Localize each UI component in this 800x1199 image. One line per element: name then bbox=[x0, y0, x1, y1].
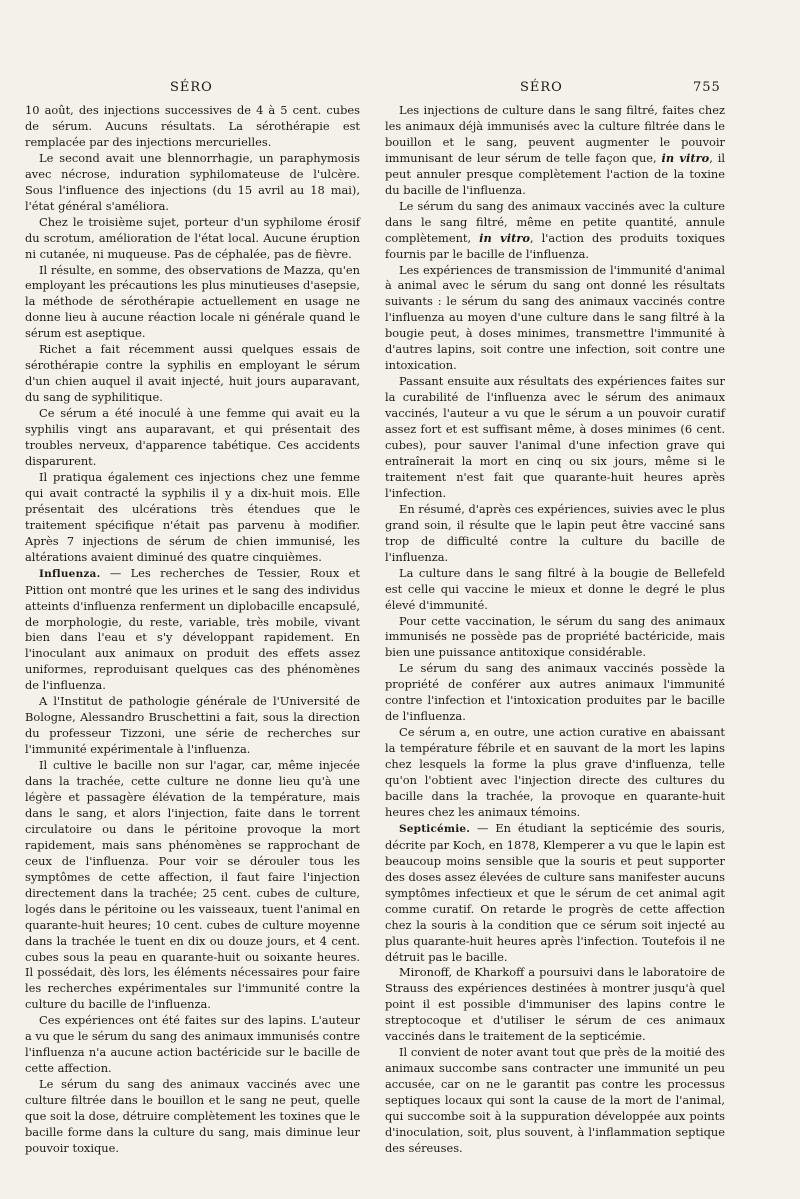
paragraph-text: Ce sérum a été inoculé à une femme qui avait eu la syphilis vingt ans auparavant, et qui présentait des troubles nerveux, d'apparence tabétique. Ces accidents disparurent. bbox=[25, 406, 360, 468]
paragraph bbox=[25, 470, 360, 566]
paragraph-text: Les expériences de transmission de l'immunité d'animal à animal avec le sérum du sang ont donné les résultats suivants : le sérum du sang des animaux vaccinés contre l'influenza au moyen d'une culture dans le sang filtré à la bougie peut, à doses minimes, transmettre l'immunité à d'autres lapins, soit contre une infection, soit contre une intoxication. bbox=[385, 262, 725, 373]
paragraph bbox=[385, 374, 725, 502]
paragraph-text: Le sérum du sang des animaux vaccinés possède la propriété de conférer aux autres animaux l'immunité contre l'infection et l'intoxication produites par le bacille de l'influenza. bbox=[385, 661, 725, 724]
paragraph-text-tail: , il peut annuler presque complètement l'action de la toxine du bacille de l'influenza. bbox=[385, 150, 725, 197]
paragraph bbox=[385, 725, 725, 821]
paragraph-text: Il pratiqua également ces injections chez une femme qui avait contracté la syphilis il y a dix-huit mois. Elle présentait des ulcérations très étendues que le traitement spécifique n'était pas parvenu à modifier. Après 7 injections de sérum de chien immunisé, les altérations avaient diminué des quatre cinquièmes. bbox=[25, 469, 360, 564]
page-number: 755 bbox=[693, 80, 721, 95]
paragraph bbox=[385, 614, 725, 662]
paragraph bbox=[25, 215, 360, 263]
paragraph bbox=[385, 199, 725, 263]
paragraph bbox=[25, 263, 360, 343]
running-head-right: SÉRO bbox=[520, 80, 563, 95]
paragraph bbox=[25, 1013, 360, 1077]
paragraph-text: A l'Institut de pathologie générale de l'Université de Bologne, Alessandro Bruschettini a fait, sous la direction du professeur Tizzoni, une série de recherches sur l'immunité expérimentale à l'influenza. bbox=[25, 694, 360, 757]
paragraph-text: En résumé, d'après ces expériences, suivies avec le plus grand soin, il résulte que le lapin peut être vacciné sans trop de difficulté contre la culture du bacille de l'influenza. bbox=[385, 501, 725, 564]
paragraph-text: Passant ensuite aux résultats des expériences faites sur la curabilité de l'influenza avec le sérum des animaux vaccinés, l'auteur a vu que le sérum a un pouvoir curatif assez fort et est suffisant même, à doses minimes (6 cent. cubes), pour sauver l'animal d'une infection grave qui entraînerait la mort en cinq ou six jours, même si le traitement n'est fait que quarante-huit heures après l'infection. bbox=[385, 374, 725, 500]
paragraph-text: Ces expériences ont été faites sur des lapins. L'auteur a vu que le sérum du sang des animaux immunisés contre l'influenza n'a aucune action bactéricide sur le bacille de cette affection. bbox=[25, 1013, 360, 1076]
paragraph bbox=[385, 103, 725, 199]
paragraph bbox=[25, 342, 360, 406]
paragraph-text: Il convient de noter avant tout que près de la moitié des animaux succombe sans contracter une immunité un peu accusée, car on ne le garantit pas contre les processus septiques locaux qui sont la cause de la mort de l'animal, qui succombe soit à la suppuration développée aux points d'inoculation, soit, plus souvent, à l'inflammation septique des séreuses. bbox=[385, 1045, 725, 1155]
paragraph bbox=[25, 1077, 360, 1157]
paragraph-text: — Les recherches de Tessier, Roux et Pittion ont montré que les urines et le sang des individus atteints d'influenza renferment un diplobacille encapsulé, de morphologie, du reste, variable, très mobile, vivant bien dans l'eau et s'y développant rapidement. En l'inoculant aux animaux on produit des effets assez uniformes, reproduisant quelques cas des phénomènes de l'influenza. bbox=[25, 565, 360, 693]
paragraph-text: Ce sérum a, en outre, une action curative en abaissant la température fébrile et en sauvant de la mort les lapins chez lesquels la forme la plus grave d'influenza, telle qu'on l'obtient avec l'injection directe des cultures du bacille dans la trachée, la provoque en quarante-huit heures chez les animaux témoins. bbox=[385, 725, 725, 819]
paragraph-text: Les injections de culture dans le sang filtré, faites chez les animaux déjà immunisés avec la culture filtrée dans le bouillon et le sang, peuvent augmenter le pouvoir immunisant de leur sérum de telle façon que, bbox=[385, 103, 725, 165]
paragraph bbox=[25, 758, 360, 1013]
paragraph bbox=[25, 694, 360, 758]
paragraph bbox=[385, 965, 725, 1045]
paragraph-text: Le sérum du sang des animaux vaccinés avec une culture filtrée dans le bouillon et le sang ne peut, quelle que soit la dose, détruire complètement les toxines que le bacille forme dans la culture du sang, mais diminue leur pouvoir toxique. bbox=[25, 1077, 360, 1155]
paragraph bbox=[385, 263, 725, 375]
left-column bbox=[25, 103, 360, 1157]
paragraph bbox=[25, 566, 360, 695]
paragraph-text: 10 août, des injections successives de 4 à 5 cent. cubes de sérum. Aucuns résultats. La sérothérapie est remplacée par des injections mercurielles. bbox=[25, 103, 360, 149]
paragraph-text: Chez le troisième sujet, porteur d'un syphilome érosif du scrotum, amélioration de l'état local. Aucune éruption ni cutanée, ni muqueuse. Pas de céphalée, pas de fièvre. bbox=[25, 214, 360, 261]
paragraph-text: La culture dans le sang filtré à la bougie de Bellefeld est celle qui vaccine le mieux et donne le degré le plus élevé d'immunité. bbox=[385, 565, 725, 612]
paragraph bbox=[385, 1045, 725, 1157]
paragraph bbox=[25, 103, 360, 151]
section-keyword: Influenza. bbox=[39, 567, 101, 580]
paragraph bbox=[385, 661, 725, 725]
paragraph bbox=[25, 151, 360, 215]
paragraph bbox=[25, 406, 360, 470]
paragraph-text: Le sérum du sang des animaux vaccinés avec la culture dans le sang filtré, même en petite quantité, annule complètement, bbox=[385, 198, 725, 245]
right-column bbox=[385, 103, 725, 1157]
paragraph-text-tail: , l'action des produits toxiques fournis par le bacille de l'influenza. bbox=[385, 230, 725, 261]
paragraph bbox=[385, 821, 725, 966]
paragraph-text: Mironoff, de Kharkoff a poursuivi dans le laboratoire de Strauss des expériences destinées à montrer jusqu'à quel point il est possible d'immuniser des lapins contre le streptocoque et d'utiliser le sérum de ces animaux vaccinés dans le traitement de la septicémie. bbox=[385, 965, 725, 1044]
italic-term: in vitro bbox=[661, 150, 710, 165]
running-head-left: SÉRO bbox=[170, 80, 213, 95]
section-keyword: Septicémie. bbox=[399, 822, 471, 835]
paragraph bbox=[385, 502, 725, 566]
paragraph bbox=[385, 566, 725, 614]
paragraph-text: — En étudiant la septicémie des souris, décrite par Koch, en 1878, Klemperer a vu que le lapin est beaucoup moins sensible que la souris et peut supporter des doses assez élevées de culture sans manifester aucuns symptômes infectieux et que le sérum de cet animal agit comme curatif. On retarde le progrès de cette affection chez la souris à la condition que ce sérum soit injecté au plus quarante-huit heures après l'infection. Toutefois il ne détruit pas le bacille. bbox=[385, 820, 726, 964]
italic-term: in vitro bbox=[479, 230, 530, 245]
paragraph-text: Il cultive le bacille non sur l'agar, car, même injecée dans la trachée, cette culture ne donne lieu qu'à une légère et passagère élévation de la température, mais dans le sang, et alors l'injection, faite dans le torrent circulatoire ou dans le péritoine provoque la mort rapidement, mais sans phénomènes se rapprochant de ceux de l'influenza. Pour voir se dérouler tous les symptômes de cette affection, il faut faire l'injection directement dans la trachée; 25 cent. cubes de culture, logés dans le péritoine ou les vaisseaux, tuent l'animal en quarante-huit heures; 10 cent. cubes de culture moyenne dans la trachée le tuent en dix ou douze jours, et 4 cent. cubes sous la peau en quarante-huit ou soixante heures. Il possédait, dès lors, les éléments nécessaires pour faire les recherches expérimentales sur l'immunité contre la culture du bacille de l'influenza. bbox=[25, 758, 360, 1012]
paragraph-text: Il résulte, en somme, des observations de Mazza, qu'en employant les précautions les plus minutieuses d'asepsie, la méthode de sérothérapie actuellement en usage ne donne lieu à aucune réaction locale ni générale quand le sérum est aseptique. bbox=[25, 262, 360, 341]
paragraph-text: Pour cette vaccination, le sérum du sang des animaux immunisés ne possède pas de propriété bactéricide, mais bien une puissance antitoxique considérable. bbox=[385, 613, 725, 660]
paragraph-text: Richet a fait récemment aussi quelques essais de sérothérapie contre la syphilis en employant le sérum d'un chien auquel il avait injecté, huit jours auparavant, du sang de syphilitique. bbox=[25, 342, 360, 405]
paragraph-text: Le second avait une blennorrhagie, un paraphymosis avec nécrose, induration syphilomateuse de l'ulcère. Sous l'influence des injections (du 15 avril au 18 mai), l'état général s'améliora. bbox=[25, 150, 360, 213]
